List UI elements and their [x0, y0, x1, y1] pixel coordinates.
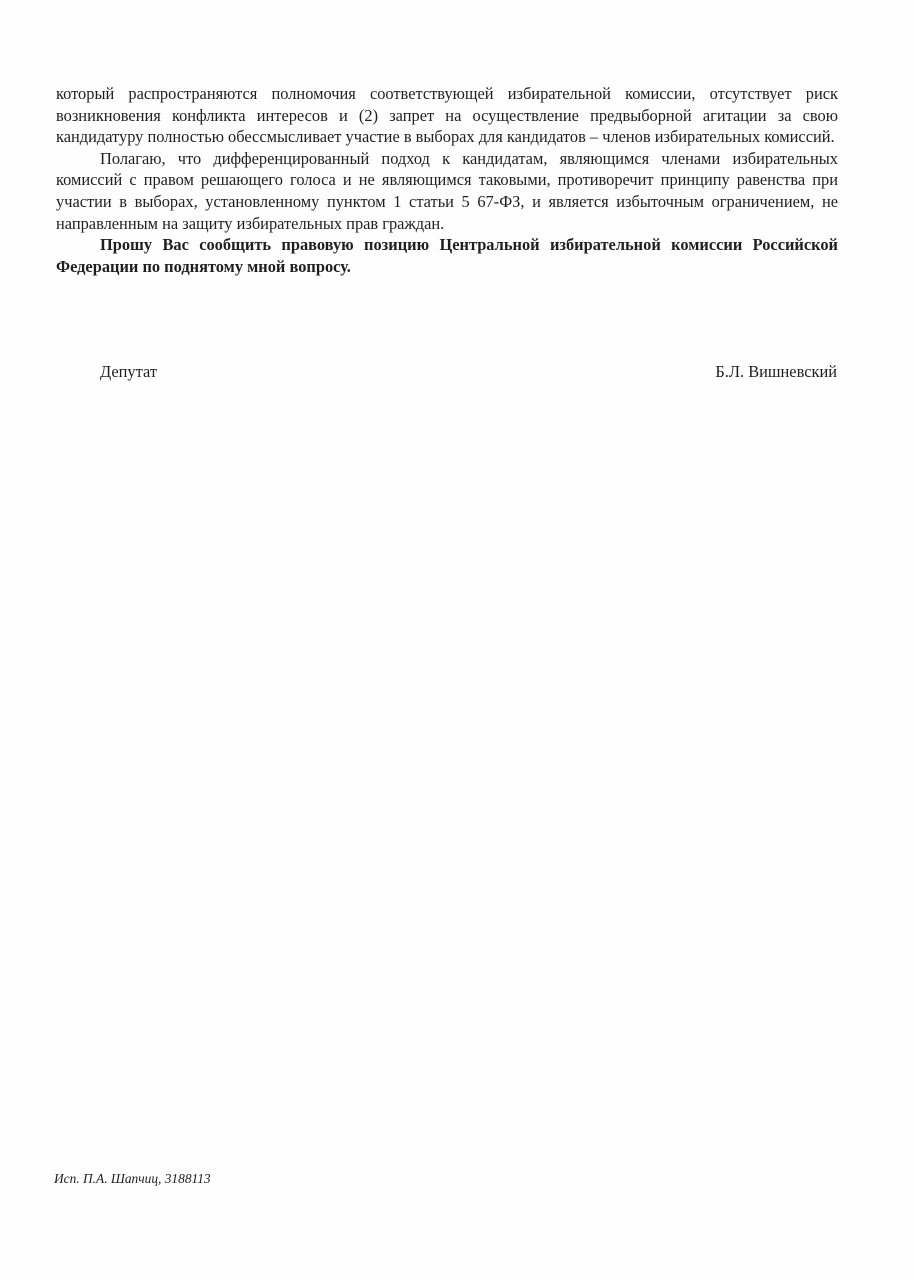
paragraph-argument: Полагаю, что дифференцированный подход к кандидатам, являющимся членами избирательных комиссий с правом решающего голоса и не являющимся таковыми, противоречит принципу равенства при участии в выборах, установленному пунктом 1 статьи 5 67-ФЗ, и является избыточным ограничением, не направленным на защиту избирательных прав граждан. — [56, 148, 838, 233]
signer-position: Депутат — [100, 362, 157, 381]
letter-body — [56, 83, 838, 277]
signature-block — [100, 361, 837, 383]
executor-note: Исп. П.А. Шапчиц, 3188113 — [54, 1171, 211, 1186]
paragraph-request: Прошу Вас сообщить правовую позицию Центральной избирательной комиссии Российской Федерации по поднятому мной вопросу. — [56, 235, 838, 276]
paragraph-continuation: который распространяются полномочия соответствующей избирательной комиссии, отсутствует риск возникновения конфликта интересов и (2) запрет на осуществление предвыборной агитации за свою кандидатуру полностью обессмысливает участие в выборах для кандидатов – членов избирательных комиссий. — [56, 84, 838, 147]
signer-name: Б.Л. Вишневский — [715, 362, 837, 381]
